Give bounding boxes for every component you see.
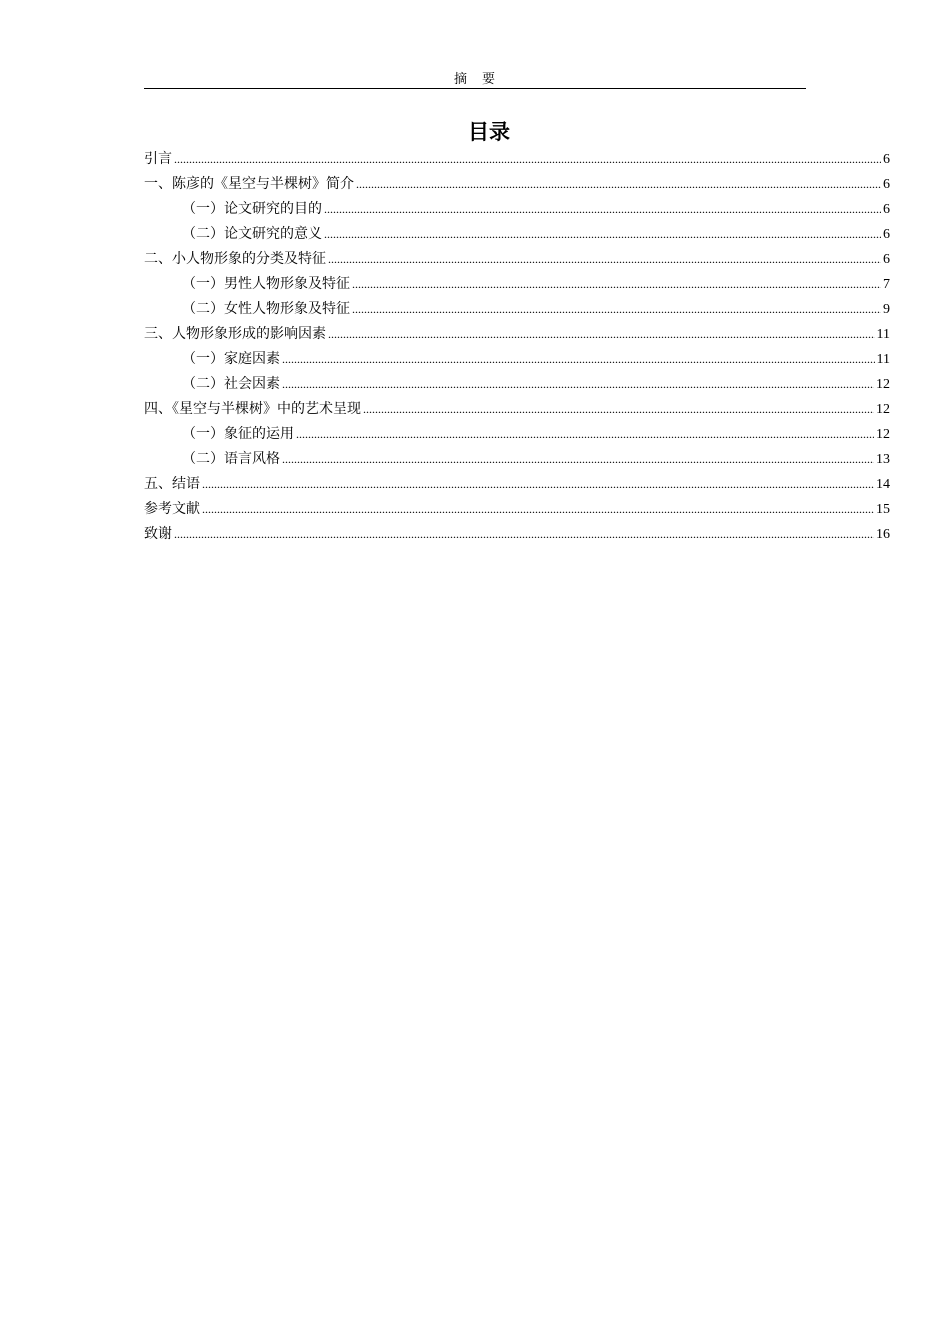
toc-entry-page: 14 [876, 477, 890, 492]
toc-entry-label: （一）象征的运用 [182, 426, 294, 442]
toc-dot-leader [324, 197, 881, 222]
toc-dot-leader [352, 297, 881, 322]
toc-entry-label: 二、小人物形象的分类及特征 [144, 251, 326, 267]
toc-entry[interactable] [144, 297, 890, 322]
toc-entry-label: （一）男性人物形象及特征 [182, 276, 350, 292]
toc-dot-leader [202, 472, 874, 497]
toc-entry-page: 9 [883, 302, 890, 317]
page-header: 摘 要 [453, 72, 496, 87]
toc-list [144, 147, 890, 547]
toc-dot-leader [282, 347, 875, 372]
toc-dot-leader [282, 372, 874, 397]
toc-entry[interactable] [144, 322, 890, 347]
toc-entry-label: 一、陈彦的《星空与半棵树》简介 [144, 176, 354, 192]
toc-entry-page: 11 [876, 352, 890, 367]
toc-dot-leader [363, 397, 874, 422]
toc-entry-label: （一）论文研究的目的 [182, 201, 322, 217]
toc-entry-label: 四、《星空与半棵树》中的艺术呈现 [144, 401, 361, 417]
toc-entry-label: （二）语言风格 [182, 451, 280, 467]
toc-entry-page: 11 [876, 327, 890, 342]
toc-entry-label: 引言 [144, 151, 172, 167]
toc-entry-page: 13 [876, 452, 890, 467]
toc-dot-leader [282, 447, 874, 472]
toc-entry-page: 16 [876, 527, 890, 542]
toc-entry-label: （二）社会因素 [182, 376, 280, 392]
toc-entry-page: 12 [876, 402, 890, 417]
toc-entry-page: 6 [883, 252, 890, 267]
toc-dot-leader [328, 247, 881, 272]
toc-entry[interactable] [144, 372, 890, 397]
toc-entry-label: （二）论文研究的意义 [182, 226, 322, 242]
toc-dot-leader [356, 172, 881, 197]
toc-entry[interactable] [144, 222, 890, 247]
toc-entry[interactable] [144, 522, 890, 547]
toc-dot-leader [328, 322, 875, 347]
toc-entry-label: 三、人物形象形成的影响因素 [144, 326, 326, 342]
toc-entry-page: 15 [876, 502, 890, 517]
toc-entry[interactable] [144, 147, 890, 172]
toc-entry[interactable] [144, 497, 890, 522]
toc-dot-leader [296, 422, 874, 447]
toc-entry[interactable] [144, 172, 890, 197]
toc-entry[interactable] [144, 247, 890, 272]
toc-dot-leader [202, 497, 874, 522]
toc-entry-label: （一）家庭因素 [182, 351, 280, 367]
toc-entry-page: 6 [883, 152, 890, 167]
toc-entry-label: 致谢 [144, 526, 172, 542]
toc-entry-page: 6 [883, 202, 890, 217]
toc-entry[interactable] [144, 447, 890, 472]
header-rule [144, 88, 806, 89]
toc-entry[interactable] [144, 197, 890, 222]
toc-entry-label: 参考文献 [144, 501, 200, 517]
toc-entry-label: 五、结语 [144, 476, 200, 492]
toc-entry[interactable] [144, 272, 890, 297]
toc-dot-leader [324, 222, 881, 247]
toc-entry[interactable] [144, 347, 890, 372]
toc-dot-leader [352, 272, 881, 297]
toc-entry-label: （二）女性人物形象及特征 [182, 301, 350, 317]
toc-entry-page: 12 [876, 427, 890, 442]
toc-entry[interactable] [144, 422, 890, 447]
toc-entry-page: 6 [883, 227, 890, 242]
toc-entry-page: 12 [876, 377, 890, 392]
toc-dot-leader [174, 522, 874, 547]
toc-entry-page: 6 [883, 177, 890, 192]
toc-entry[interactable] [144, 397, 890, 422]
toc-entry-page: 7 [883, 277, 890, 292]
toc-dot-leader [174, 147, 881, 172]
toc-entry[interactable] [144, 472, 890, 497]
toc-title: 目录 [468, 120, 510, 144]
